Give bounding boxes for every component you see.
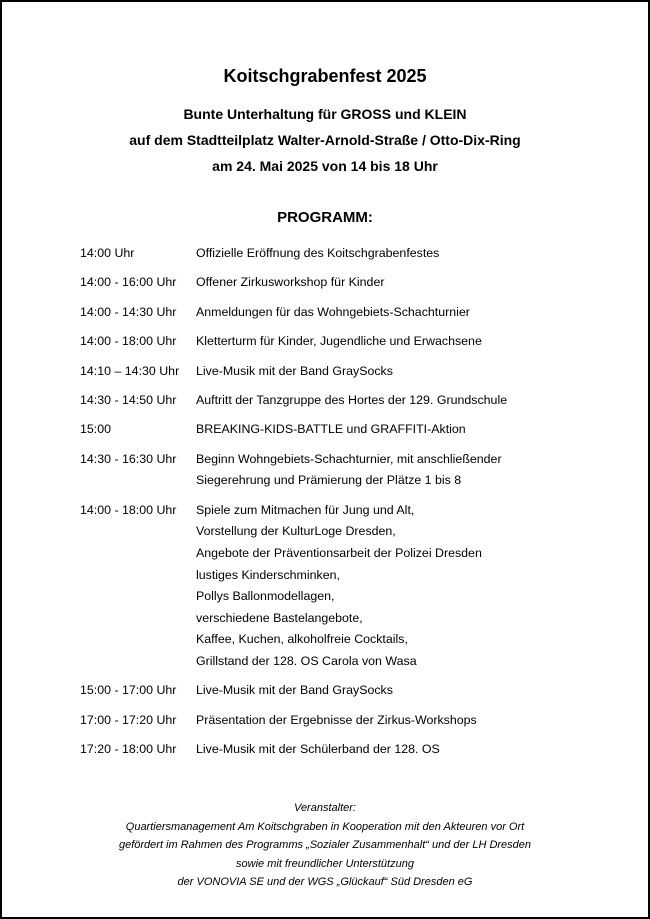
program-description [196, 302, 620, 324]
program-description [196, 331, 620, 353]
program-item [80, 680, 620, 702]
footer-line: der VONOVIA SE und der WGS „Glückauf“ Süd Dresden eG [177, 876, 473, 889]
program-time: 14:00 - 18:00 Uhr [80, 334, 177, 349]
program-description-line: Präsentation der Ergebnisse der Zirkus-Workshops [196, 712, 477, 727]
program-description [196, 680, 620, 702]
page-title: Koitschgrabenfest 2025 [223, 66, 427, 86]
footer-line: sowie mit freundlicher Unterstützung [236, 857, 414, 870]
program-item [80, 243, 620, 265]
program-item [80, 739, 620, 761]
program-time: 14:00 - 18:00 Uhr [80, 502, 177, 517]
footer-line: Quartiersmanagement Am Koitschgraben in Kooperation mit den Akteuren vor Ort [125, 820, 525, 833]
program-time: 15:00 [80, 422, 112, 437]
program-item [80, 361, 620, 383]
program-description [196, 449, 620, 492]
footer-line: gefördert im Rahmen des Programms „Sozialer Zusammenhalt“ und der LH Dresden [118, 839, 532, 852]
program-description [196, 710, 620, 732]
program-description [196, 419, 620, 441]
program-description-line: Kaffee, Kuchen, alkoholfreie Cocktails, [196, 632, 408, 647]
program-description-line: Anmeldungen für das Wohngebiets-Schachturnier [196, 304, 470, 319]
subtitle-entertainment: Bunte Unterhaltung für GROSS und KLEIN [183, 106, 467, 122]
program-item [80, 710, 620, 732]
program-description-line: Kletterturm für Kinder, Jugendliche und Erwachsene [196, 334, 482, 349]
program-time: 14:10 – 14:30 Uhr [80, 363, 180, 378]
program-description-line: Live-Musik mit der Band GraySocks [196, 683, 393, 698]
program-description-line: BREAKING-KIDS-BATTLE und GRAFFITI-Aktion [196, 422, 466, 437]
program-description-line: Offener Zirkusworkshop für Kinder [196, 275, 385, 290]
program-time: 14:00 Uhr [80, 246, 135, 260]
program-description-line: Beginn Wohngebiets-Schachturnier, mit anschließender [196, 451, 502, 466]
program-description-line: Pollys Ballonmodellagen, [196, 589, 335, 604]
organizer-label: Veranstalter: [294, 802, 356, 814]
program-description [196, 361, 620, 383]
program-time: 17:00 - 17:20 Uhr [80, 712, 177, 727]
program-item [80, 449, 620, 492]
organizer-footer [2, 799, 648, 892]
subtitle-location: auf dem Stadtteilplatz Walter-Arnold-Straße / Otto-Dix-Ring [129, 132, 521, 148]
program-description-line: verschiedene Bastelangebote, [196, 610, 363, 625]
program-description-line: Siegerehrung und Prämierung der Plätze 1 bis 8 [196, 473, 462, 488]
program-description [196, 272, 620, 294]
program-description [196, 243, 620, 265]
program-item [80, 302, 620, 324]
program-time: 15:00 - 17:00 Uhr [80, 683, 177, 698]
program-description-line: Auftritt der Tanzgruppe des Hortes der 129. Grundschule [196, 392, 508, 407]
program-description-line: lustiges Kinderschminken, [196, 567, 340, 582]
subtitle-date: am 24. Mai 2025 von 14 bis 18 Uhr [212, 158, 438, 174]
program-description-line: Vorstellung der KulturLoge Dresden, [196, 524, 396, 539]
program-time: 17:20 - 18:00 Uhr [80, 742, 177, 757]
program-description [196, 390, 620, 412]
program-time: 14:00 - 14:30 Uhr [80, 304, 177, 319]
program-description-line: Offizielle Eröffnung des Koitschgrabenfestes [196, 246, 440, 260]
program-description [196, 739, 620, 761]
program-item [80, 390, 620, 412]
program-item [80, 272, 620, 294]
program-description [196, 500, 620, 673]
program-item [80, 419, 620, 441]
program-description-line: Angebote der Präventionsarbeit der Polizei Dresden [196, 545, 482, 560]
program-heading: PROGRAMM: [277, 209, 373, 226]
program-time: 14:00 - 16:00 Uhr [80, 275, 177, 290]
program-time: 14:30 - 14:50 Uhr [80, 392, 177, 407]
program-item [80, 500, 620, 673]
program-time: 14:30 - 16:30 Uhr [80, 451, 177, 466]
program-item [80, 331, 620, 353]
program-description-line: Live-Musik mit der Schülerband der 128. OS [196, 742, 440, 757]
program-description-line: Live-Musik mit der Band GraySocks [196, 363, 393, 378]
program-description-line: Spiele zum Mitmachen für Jung und Alt, [196, 502, 415, 517]
program-list [80, 243, 620, 768]
program-description-line: Grillstand der 128. OS Carola von Wasa [196, 653, 417, 668]
